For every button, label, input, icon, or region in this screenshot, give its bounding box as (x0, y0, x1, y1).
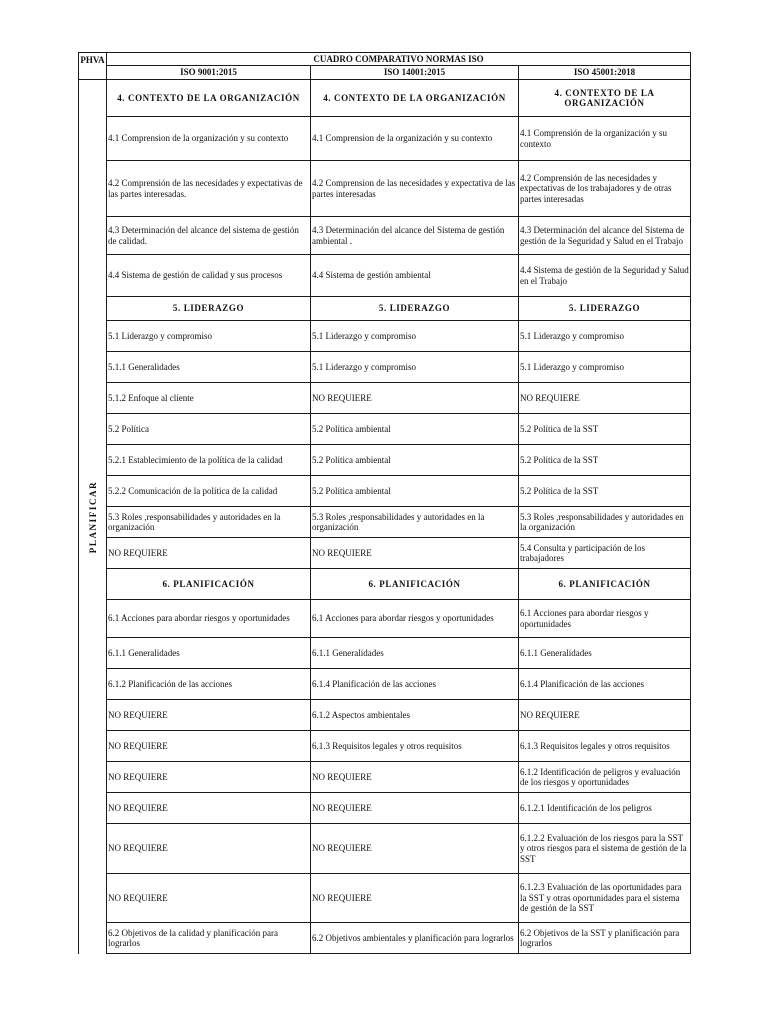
column-header-iso9001: ISO 9001:2015 (107, 66, 311, 80)
section-heading-iso9001: 6. PLANIFICACIÓN (107, 569, 311, 600)
table-cell-iso45001: 5.4 Consulta y participación de los trabajadores (519, 538, 691, 569)
table-cell-iso9001: 5.1 Liderazgo y compromiso (107, 321, 311, 352)
table-cell-iso9001: 5.2 Política (107, 414, 311, 445)
table-row (79, 476, 691, 507)
section-heading-iso45001: 6. PLANIFICACIÓN (519, 569, 691, 600)
table-cell-iso9001: NO REQUIERE (107, 793, 311, 824)
section-row (79, 569, 691, 600)
column-header-iso45001: ISO 45001:2018 (519, 66, 691, 80)
table-cell-iso9001: 6.1.2 Planificación de las acciones (107, 669, 311, 700)
table-cell-iso45001: 5.3 Roles ,responsabilidades y autoridades en la organización (519, 507, 691, 538)
table-cell-iso14001: 5.2 Política ambiental (311, 414, 519, 445)
table-cell-iso14001: NO REQUIERE (311, 824, 519, 874)
table-row (79, 731, 691, 762)
phva-header: PHVA (79, 53, 107, 80)
table-cell-iso45001: 6.1.3 Requisitos legales y otros requisitos (519, 731, 691, 762)
table-cell-iso9001: 5.1.2 Enfoque al cliente (107, 383, 311, 414)
table-cell-iso14001: 5.1 Liderazgo y compromiso (311, 352, 519, 383)
table-cell-iso9001: NO REQUIERE (107, 731, 311, 762)
table-cell-iso45001: 6.2 Objetivos de la SST y planificación para lograrlos (519, 923, 691, 954)
section-heading-iso45001: 5. LIDERAZGO (519, 297, 691, 321)
table-cell-iso14001: 5.2 Política ambiental (311, 476, 519, 507)
table-cell-iso14001: 4.1 Comprension de la organización y su contexto (311, 117, 519, 161)
table-cell-iso45001: 5.2 Política de la SST (519, 476, 691, 507)
table-row (79, 383, 691, 414)
table-cell-iso14001: NO REQUIERE (311, 538, 519, 569)
table-cell-iso45001: 5.2 Política de la SST (519, 414, 691, 445)
column-header-iso14001: ISO 14001:2015 (311, 66, 519, 80)
table-row (79, 600, 691, 638)
title-row (79, 53, 691, 66)
table-cell-iso9001: NO REQUIERE (107, 538, 311, 569)
table-cell-iso14001: 5.3 Roles ,responsabilidades y autoridades en la organización (311, 507, 519, 538)
columns-row (79, 66, 691, 80)
table-cell-iso9001: 4.4 Sistema de gestión de calidad y sus procesos (107, 255, 311, 297)
table-cell-iso45001: 6.1.2.2 Evaluación de los riesgos para la SST y otros riesgos para el sistema de gestión de la SST (519, 824, 691, 874)
table-row (79, 507, 691, 538)
table-cell-iso45001: 6.1.1 Generalidades (519, 638, 691, 669)
table-cell-iso9001: 6.2 Objetivos de la calidad y planificación para lograrlos (107, 923, 311, 954)
table-cell-iso9001: NO REQUIERE (107, 874, 311, 923)
table-row (79, 669, 691, 700)
table-row (79, 117, 691, 161)
table-cell-iso14001: 5.2 Política ambiental (311, 445, 519, 476)
table-row (79, 762, 691, 793)
table-cell-iso45001: 4.2 Comprensión de las necesidades y expectativas de los trabajadores y de otras partes interesadas (519, 161, 691, 217)
section-heading-iso14001: 5. LIDERAZGO (311, 297, 519, 321)
table-cell-iso14001: 4.3 Determinación del alcance del Sistema de gestión ambiental . (311, 217, 519, 255)
table-cell-iso14001: NO REQUIERE (311, 762, 519, 793)
table-cell-iso14001: 6.1.1 Generalidades (311, 638, 519, 669)
table-cell-iso14001: NO REQUIERE (311, 874, 519, 923)
table-cell-iso45001: 4.1 Comprensión de la organización y su contexto (519, 117, 691, 161)
table-row (79, 638, 691, 669)
table-cell-iso14001: NO REQUIERE (311, 383, 519, 414)
table-body (79, 53, 691, 954)
section-heading-iso9001: 4. CONTEXTO DE LA ORGANIZACIÓN (107, 80, 311, 117)
table-cell-iso14001: NO REQUIERE (311, 793, 519, 824)
table-row (79, 352, 691, 383)
table-cell-iso45001: 6.1.2 Identificación de peligros y evaluación de los riesgos y oportunidades (519, 762, 691, 793)
table-cell-iso9001: NO REQUIERE (107, 762, 311, 793)
table-cell-iso14001: 4.2 Comprension de las necesidades y expectativa de las partes interesadas (311, 161, 519, 217)
table-cell-iso9001: 6.1.1 Generalidades (107, 638, 311, 669)
table-row (79, 793, 691, 824)
table-cell-iso45001: 4.4 Sistema de gestión de la Seguridad y Salud en el Trabajo (519, 255, 691, 297)
table-cell-iso45001: 4.3 Determinación del alcance del Sistema de gestión de la Seguridad y Salud en el Trabajo (519, 217, 691, 255)
table-cell-iso9001: 5.2.1 Establecimiento de la política de la calidad (107, 445, 311, 476)
table-cell-iso45001: NO REQUIERE (519, 383, 691, 414)
table-cell-iso9001: NO REQUIERE (107, 700, 311, 731)
table-cell-iso14001: 6.1 Acciones para abordar riesgos y oportunidades (311, 600, 519, 638)
section-heading-iso45001: 4. CONTEXTO DE LA ORGANIZACIÓN (519, 80, 691, 117)
section-row (79, 297, 691, 321)
table-cell-iso45001: 6.1 Acciones para abordar riesgos y oportunidades (519, 600, 691, 638)
table-cell-iso45001: NO REQUIERE (519, 700, 691, 731)
section-heading-iso14001: 4. CONTEXTO DE LA ORGANIZACIÓN (311, 80, 519, 117)
table-cell-iso9001: 5.3 Roles ,responsabilidades y autoridades en la organización (107, 507, 311, 538)
table-row (79, 538, 691, 569)
table-row (79, 923, 691, 954)
table-row (79, 321, 691, 352)
table-cell-iso45001: 6.1.2.1 Identificación de los peligros (519, 793, 691, 824)
table-cell-iso45001: 5.1 Liderazgo y compromiso (519, 352, 691, 383)
table-title: CUADRO COMPARATIVO NORMAS ISO (107, 53, 691, 66)
table-cell-iso9001: 6.1 Acciones para abordar riesgos y oportunidades (107, 600, 311, 638)
table-row (79, 161, 691, 217)
table-row (79, 217, 691, 255)
phase-cell (79, 80, 107, 954)
phase-label: PLANIFICAR (87, 480, 98, 554)
table-row (79, 255, 691, 297)
table-cell-iso9001: NO REQUIERE (107, 824, 311, 874)
table-cell-iso9001: 5.1.1 Generalidades (107, 352, 311, 383)
table-cell-iso9001: 4.3 Determinación del alcance del sistema de gestión de calidad. (107, 217, 311, 255)
table-row (79, 445, 691, 476)
table-cell-iso14001: 6.1.2 Aspectos ambientales (311, 700, 519, 731)
table-cell-iso45001: 5.1 Liderazgo y compromiso (519, 321, 691, 352)
section-heading-iso9001: 5. LIDERAZGO (107, 297, 311, 321)
table-cell-iso9001: 4.1 Comprension de la organización y su contexto (107, 117, 311, 161)
table-cell-iso14001: 5.1 Liderazgo y compromiso (311, 321, 519, 352)
table-cell-iso14001: 4.4 Sistema de gestión ambiental (311, 255, 519, 297)
iso-comparison-table (78, 52, 691, 954)
table-cell-iso45001: 6.1.4 Planificación de las acciones (519, 669, 691, 700)
comparison-sheet (78, 52, 691, 954)
table-row (79, 414, 691, 445)
table-row (79, 874, 691, 923)
table-cell-iso14001: 6.2 Objetivos ambientales y planificación para lograrlos (311, 923, 519, 954)
table-cell-iso9001: 5.2.2 Comunicación de la política de la calidad (107, 476, 311, 507)
table-cell-iso9001: 4.2 Comprensión de las necesidades y expectativas de las partes interesadas. (107, 161, 311, 217)
table-cell-iso14001: 6.1.3 Requisitos legales y otros requisitos (311, 731, 519, 762)
table-row (79, 700, 691, 731)
section-row (79, 80, 691, 117)
table-cell-iso45001: 6.1.2.3 Evaluación de las oportunidades para la SST y otras oportunidades para el sistema de gestión de la SST (519, 874, 691, 923)
table-cell-iso45001: 5.2 Política de la SST (519, 445, 691, 476)
table-row (79, 824, 691, 874)
section-heading-iso14001: 6. PLANIFICACIÓN (311, 569, 519, 600)
table-cell-iso14001: 6.1.4 Planificación de las acciones (311, 669, 519, 700)
